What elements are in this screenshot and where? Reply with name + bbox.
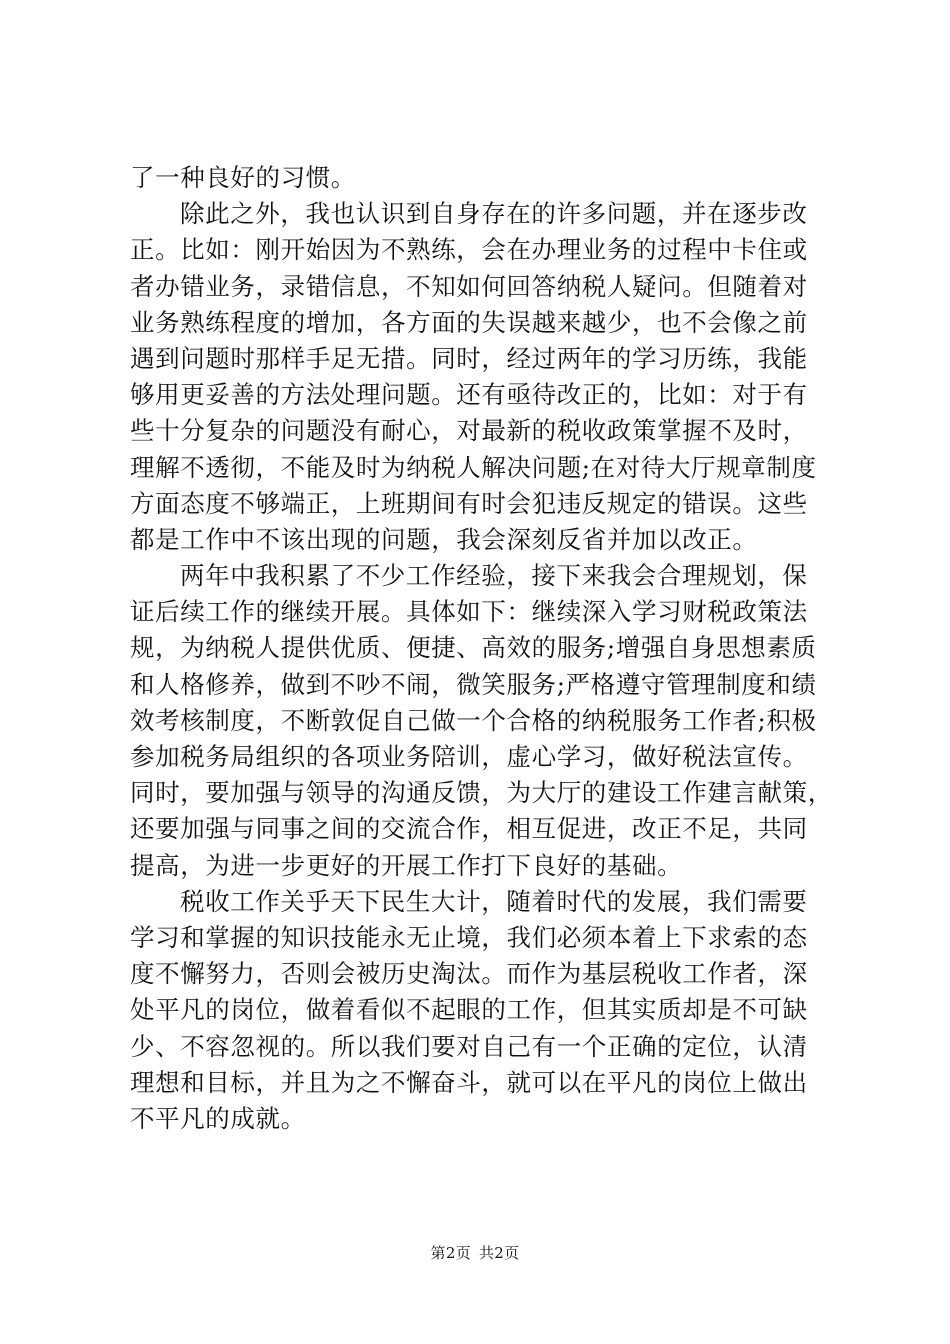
page-number: 第2页 [430,1244,471,1262]
text-line: 度不懈努力，否则会被历史淘汰。而作为基层税收工作者，深 [130,959,808,989]
text-line: 还要加强与同事之间的交流合作，相互促进，改正不足，共同 [130,814,808,844]
text-line: 参加税务局组织的各项业务陪训，虚心学习，做好税法宣传。 [130,742,808,771]
text-line: 都是工作中不该出现的问题，我会深刻反省并加以改正。 [130,524,758,554]
page-total: 共2页 [479,1244,520,1262]
text-line: 学习和掌握的知识技能永无止境，我们必须本着上下求索的态 [130,922,808,952]
text-line: 不平凡的成就。 [130,1103,306,1133]
text-line: 效考核制度，不断敦促自己做一个合格的纳税服务工作者;积极 [130,705,817,735]
page-footer [0,1243,950,1263]
text-line: 正。比如：刚开始因为不熟练，会在办理业务的过程中卡住或 [130,235,808,265]
text-line: 两年中我积累了不少工作经验，接下来我会合理规划，保 [180,561,808,591]
text-line: 遇到问题时那样手足无措。同时，经过两年的学习历练，我能 [130,343,808,373]
text-line: 和人格修养，做到不吵不闹，微笑服务;严格遵守管理制度和绩 [130,669,817,699]
text-line: 同时，要加强与领导的沟通反馈，为大厅的建设工作建言献策， [130,778,833,808]
text-line: 够用更妥善的方法处理问题。还有亟待改正的，比如：对于有 [130,380,808,410]
text-line: 业务熟练程度的增加，各方面的失误越来越少，也不会像之前 [130,307,808,337]
text-line: 除此之外，我也认识到自身存在的许多问题，并在逐步改 [180,199,808,229]
text-line: 方面态度不够端正，上班期间有时会犯违反规定的错误。这些 [130,488,808,518]
text-line: 少、不容忽视的。所以我们要对自己有一个正确的定位，认清 [130,1031,808,1061]
document-body [130,160,850,1137]
text-line: 理解不透彻，不能及时为纳税人解决问题;在对待大厅规章制度 [130,452,817,482]
text-line: 理想和目标，并且为之不懈奋斗，就可以在平凡的岗位上做出 [130,1067,808,1097]
text-line: 税收工作关乎天下民生大计，随着时代的发展，我们需要 [180,886,808,916]
text-line: 提高，为进一步更好的开展工作打下良好的基础。 [130,850,683,880]
text-line: 了一种良好的习惯。 [130,163,356,192]
text-line: 些十分复杂的问题没有耐心，对最新的税收政策掌握不及时， [130,416,808,446]
text-line: 规，为纳税人提供优质、便捷、高效的服务;增强自身思想素质 [130,633,817,663]
text-line: 证后续工作的继续开展。具体如下：继续深入学习财税政策法 [130,597,808,627]
text-line: 处平凡的岗位，做着看似不起眼的工作，但其实质却是不可缺 [130,995,808,1025]
text-line: 者办错业务，录错信息，不知如何回答纳税人疑问。但随着对 [130,271,808,301]
